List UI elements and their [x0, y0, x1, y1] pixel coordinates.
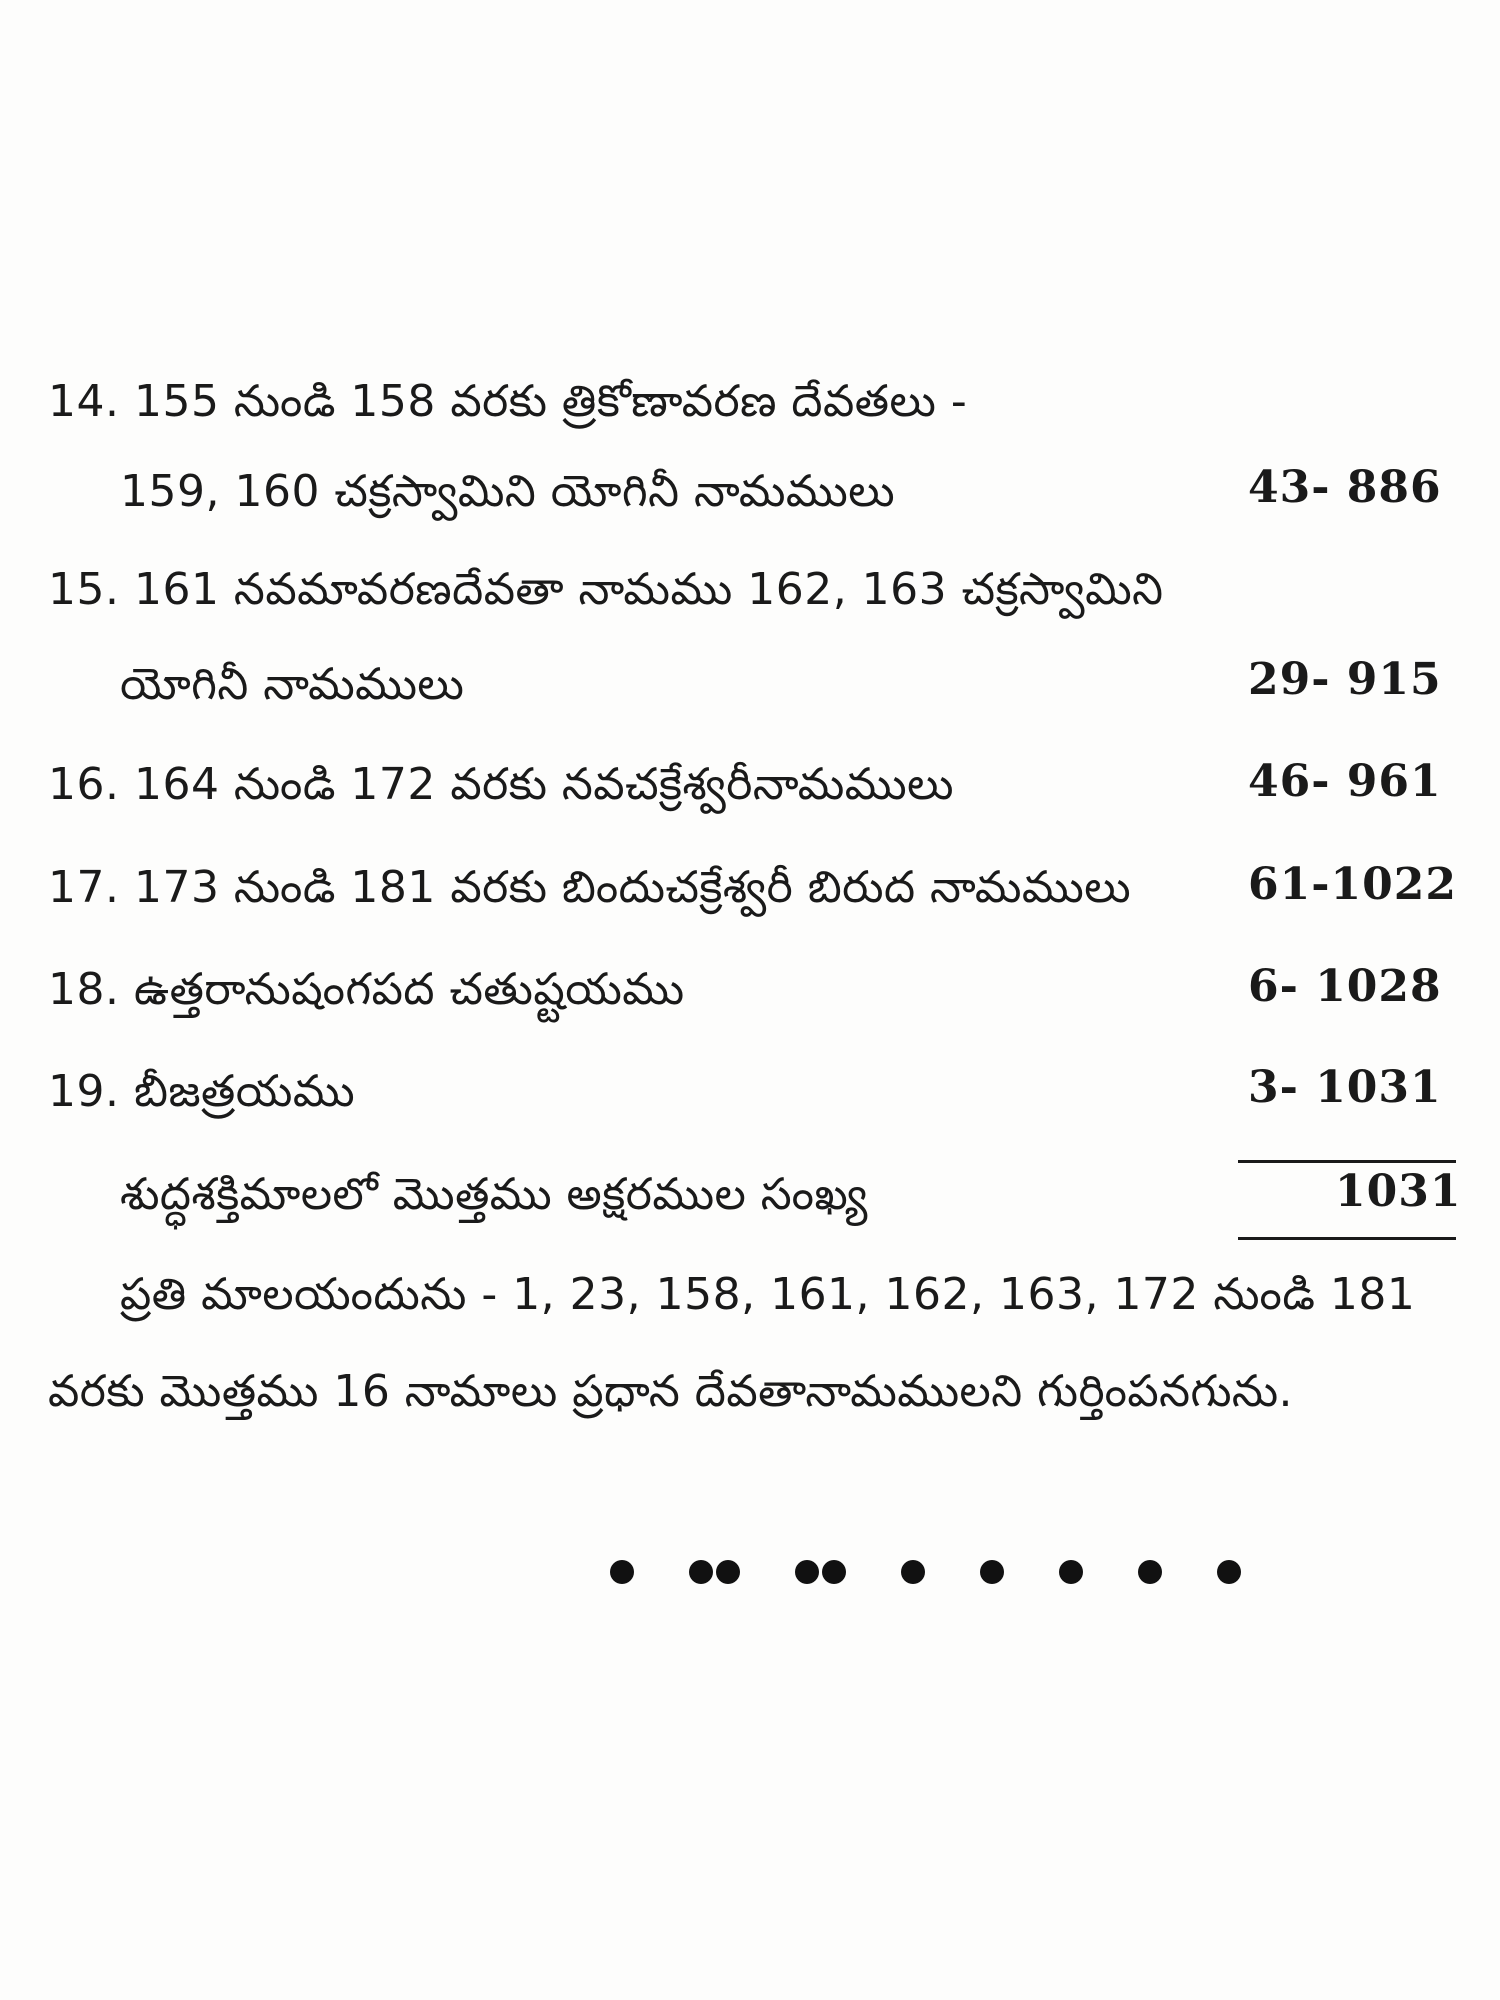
ornament-dot	[795, 1560, 819, 1584]
row-19-text: 19. బీజత్రయము	[48, 1066, 356, 1117]
row-17-text: 17. 173 నుండి 181 వరకు బిందుచక్రేశ్వరీ బిరుద నామములు	[48, 862, 1132, 913]
total-bottom-rule	[1238, 1237, 1456, 1240]
ornament-dots	[610, 1560, 1296, 1584]
row-18-text: 18. ఉత్తరానుషంగపద చతుష్టయము	[48, 964, 685, 1015]
ornament-dot-group	[610, 1560, 637, 1584]
row-14-line-1: 14. 155 నుండి 158 వరకు త్రికోణావరణ దేవతలు -	[48, 376, 968, 427]
ornament-dot-group	[1217, 1560, 1244, 1584]
row-15-count: 29- 915	[1248, 654, 1442, 705]
ornament-dot-group	[980, 1560, 1007, 1584]
row-15-line-1: 15. 161 నవమావరణదేవతా నామము 162, 163 చక్రస్వామిని	[48, 564, 1164, 615]
ornament-dot	[689, 1560, 713, 1584]
ornament-dot	[610, 1560, 634, 1584]
note-line-1: ప్రతి మాలయందును - 1, 23, 158, 161, 162, 163, 172 నుండి 181	[120, 1269, 1416, 1320]
note-line-2: వరకు మొత్తము 16 నామాలు ప్రధాన దేవతానామములని గుర్తింపనగును.	[48, 1366, 1294, 1417]
ornament-dot	[1217, 1560, 1241, 1584]
ornament-dot	[822, 1560, 846, 1584]
row-14-line-2: 159, 160 చక్రస్వామిని యోగినీ నామములు	[120, 466, 896, 517]
row-15-line-2: యోగినీ నామములు	[120, 659, 465, 710]
total-label: శుద్ధశక్తిమాలలో మొత్తము అక్షరముల సంఖ్య	[120, 1169, 868, 1220]
ornament-dot	[980, 1560, 1004, 1584]
ornament-dot	[901, 1560, 925, 1584]
ornament-dot	[1138, 1560, 1162, 1584]
total-value: 1031	[1335, 1166, 1462, 1217]
row-17-count: 61-1022	[1248, 859, 1457, 910]
ornament-dot-group	[689, 1560, 743, 1584]
ornament-dot-group	[1059, 1560, 1086, 1584]
row-14-count: 43- 886	[1248, 462, 1442, 513]
ornament-dot-group	[901, 1560, 928, 1584]
row-19-count: 3- 1031	[1248, 1062, 1442, 1113]
row-16-text: 16. 164 నుండి 172 వరకు నవచక్రేశ్వరీనామములు	[48, 759, 954, 810]
row-18-count: 6- 1028	[1248, 961, 1442, 1012]
ornament-dot-group	[795, 1560, 849, 1584]
ornament-dot	[1059, 1560, 1083, 1584]
ornament-dot-group	[1138, 1560, 1165, 1584]
row-16-count: 46- 961	[1248, 756, 1442, 807]
ornament-dot	[716, 1560, 740, 1584]
